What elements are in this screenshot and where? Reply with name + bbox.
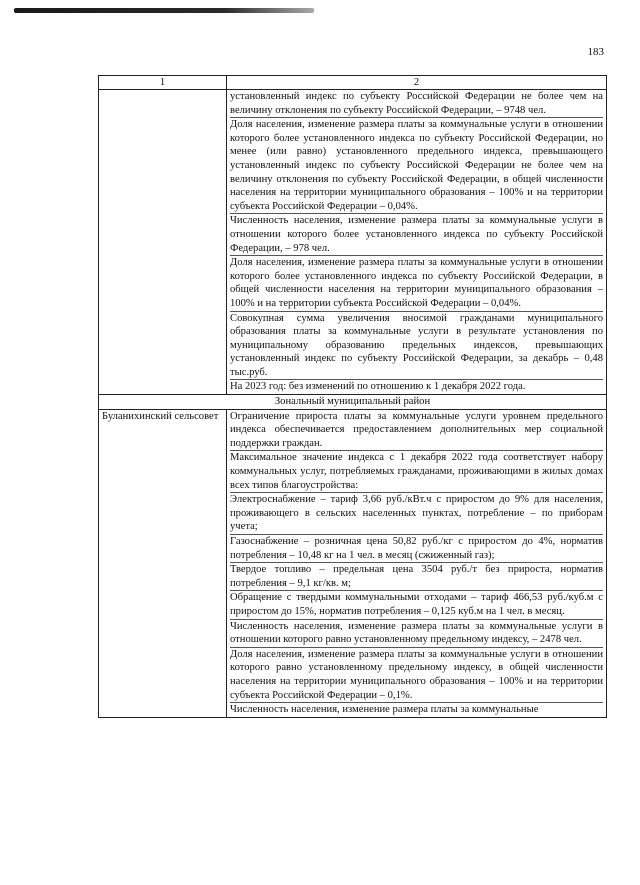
table-row <box>99 409 607 717</box>
paragraph: установленный индекс по субъекту Российской Федерации не более чем на величину отклонения по субъекту Российской Федерации, – 9748 чел. <box>230 91 603 116</box>
paragraph: Максимальное значение индекса с 1 декабря 2022 года соответствует набору коммунальных услуг, потребляемых гражданами, проживающими в жилых домах всех типов благоустройства: <box>230 452 603 491</box>
paragraph: Доля населения, изменение размера платы за коммунальные услуги в отношении которого равно установленному предельному индексу, в общей численности населения на территории муниципального образования – 100% и на территории субъекта Российской Федерации – 0,1%. <box>230 648 603 701</box>
header-col-1: 1 <box>99 76 227 90</box>
zone-title: Зональный муниципальный район <box>99 395 607 410</box>
paragraph: Численность населения, изменение размера платы за коммунальные <box>230 702 603 717</box>
paragraph: Доля населения, изменение размера платы за коммунальные услуги в отношении которого более установленного индекса по субъекту Российской Федерации, но менее (или равно) установленного предельного индекса, превышающего установленный индекс по субъекту Российской Федерации не более чем на величину отклонения по субъекту Российской Федерации, в общей численности населения на территории муниципального образования – 100% и на территории субъекта Российской Федерации – 0,04%. <box>230 119 603 212</box>
paragraph: Доля населения, изменение размера платы за коммунальные услуги в отношении которого более установленного индекса по субъекту Российской Федерации, в общей численности населения на территории муниципального образования – 100% и на территории субъекта Российской Федерации – 0,04%. <box>230 257 603 309</box>
paragraph: Газоснабжение – розничная цена 50,82 руб./кг с приростом до 4%, норматив потребления – 10,48 кг на 1 чел. в месяц (сжиженный газ); <box>230 536 603 561</box>
row-1-label <box>99 90 227 395</box>
row-2-label: Буланихинский сельсовет <box>99 409 227 717</box>
paragraph: Электроснабжение – тариф 3,66 руб./кВт.ч с приростом до 9% для населения, проживающего в сельских населенных пунктах, потребление – по приборам учета; <box>230 494 603 533</box>
table-header-row <box>99 76 607 90</box>
row-1-content <box>227 90 607 395</box>
paragraph: Обращение с твердыми коммунальными отходами – тариф 466,53 руб./куб.м с приростом до 15%, норматив потребления – 0,125 куб.м на 1 чел. в месяц. <box>230 592 603 617</box>
paragraph: Твердое топливо – предельная цена 3504 руб./т без прироста, норматив потребления – 9,1 кг/кв. м; <box>230 564 603 589</box>
table-row <box>99 90 607 395</box>
paragraph: Совокупная сумма увеличения вносимой гражданами муниципального образования платы за коммунальные услуги в результате установления по муниципальному образованию предельных индексов, превышающих установленный индекс по субъекту Российской Федерации, за декабрь – 0,48 тыс.руб. <box>230 312 603 378</box>
paragraph: Численность населения, изменение размера платы за коммунальные услуги в отношении которого равно установленному предельному индексу, – 2478 чел. <box>230 620 603 646</box>
header-col-2: 2 <box>227 76 607 90</box>
page-number: 183 <box>587 46 604 58</box>
row-2-content <box>227 409 607 717</box>
zone-title-row <box>99 395 607 410</box>
scan-artifact-bar <box>14 8 314 13</box>
paragraph: На 2023 год: без изменений по отношению к 1 декабря 2022 года. <box>230 379 603 394</box>
paragraph: Ограничение прироста платы за коммунальные услуги уровнем предельного индекса обеспечивается предоставлением дополнительных мер социальной поддержки граждан. <box>230 410 603 449</box>
paragraph: Численность населения, изменение размера платы за коммунальные услуги в отношении которого более установленного индекса по субъекту Российской Федерации, – 978 чел. <box>230 215 603 254</box>
content-table <box>98 75 607 718</box>
